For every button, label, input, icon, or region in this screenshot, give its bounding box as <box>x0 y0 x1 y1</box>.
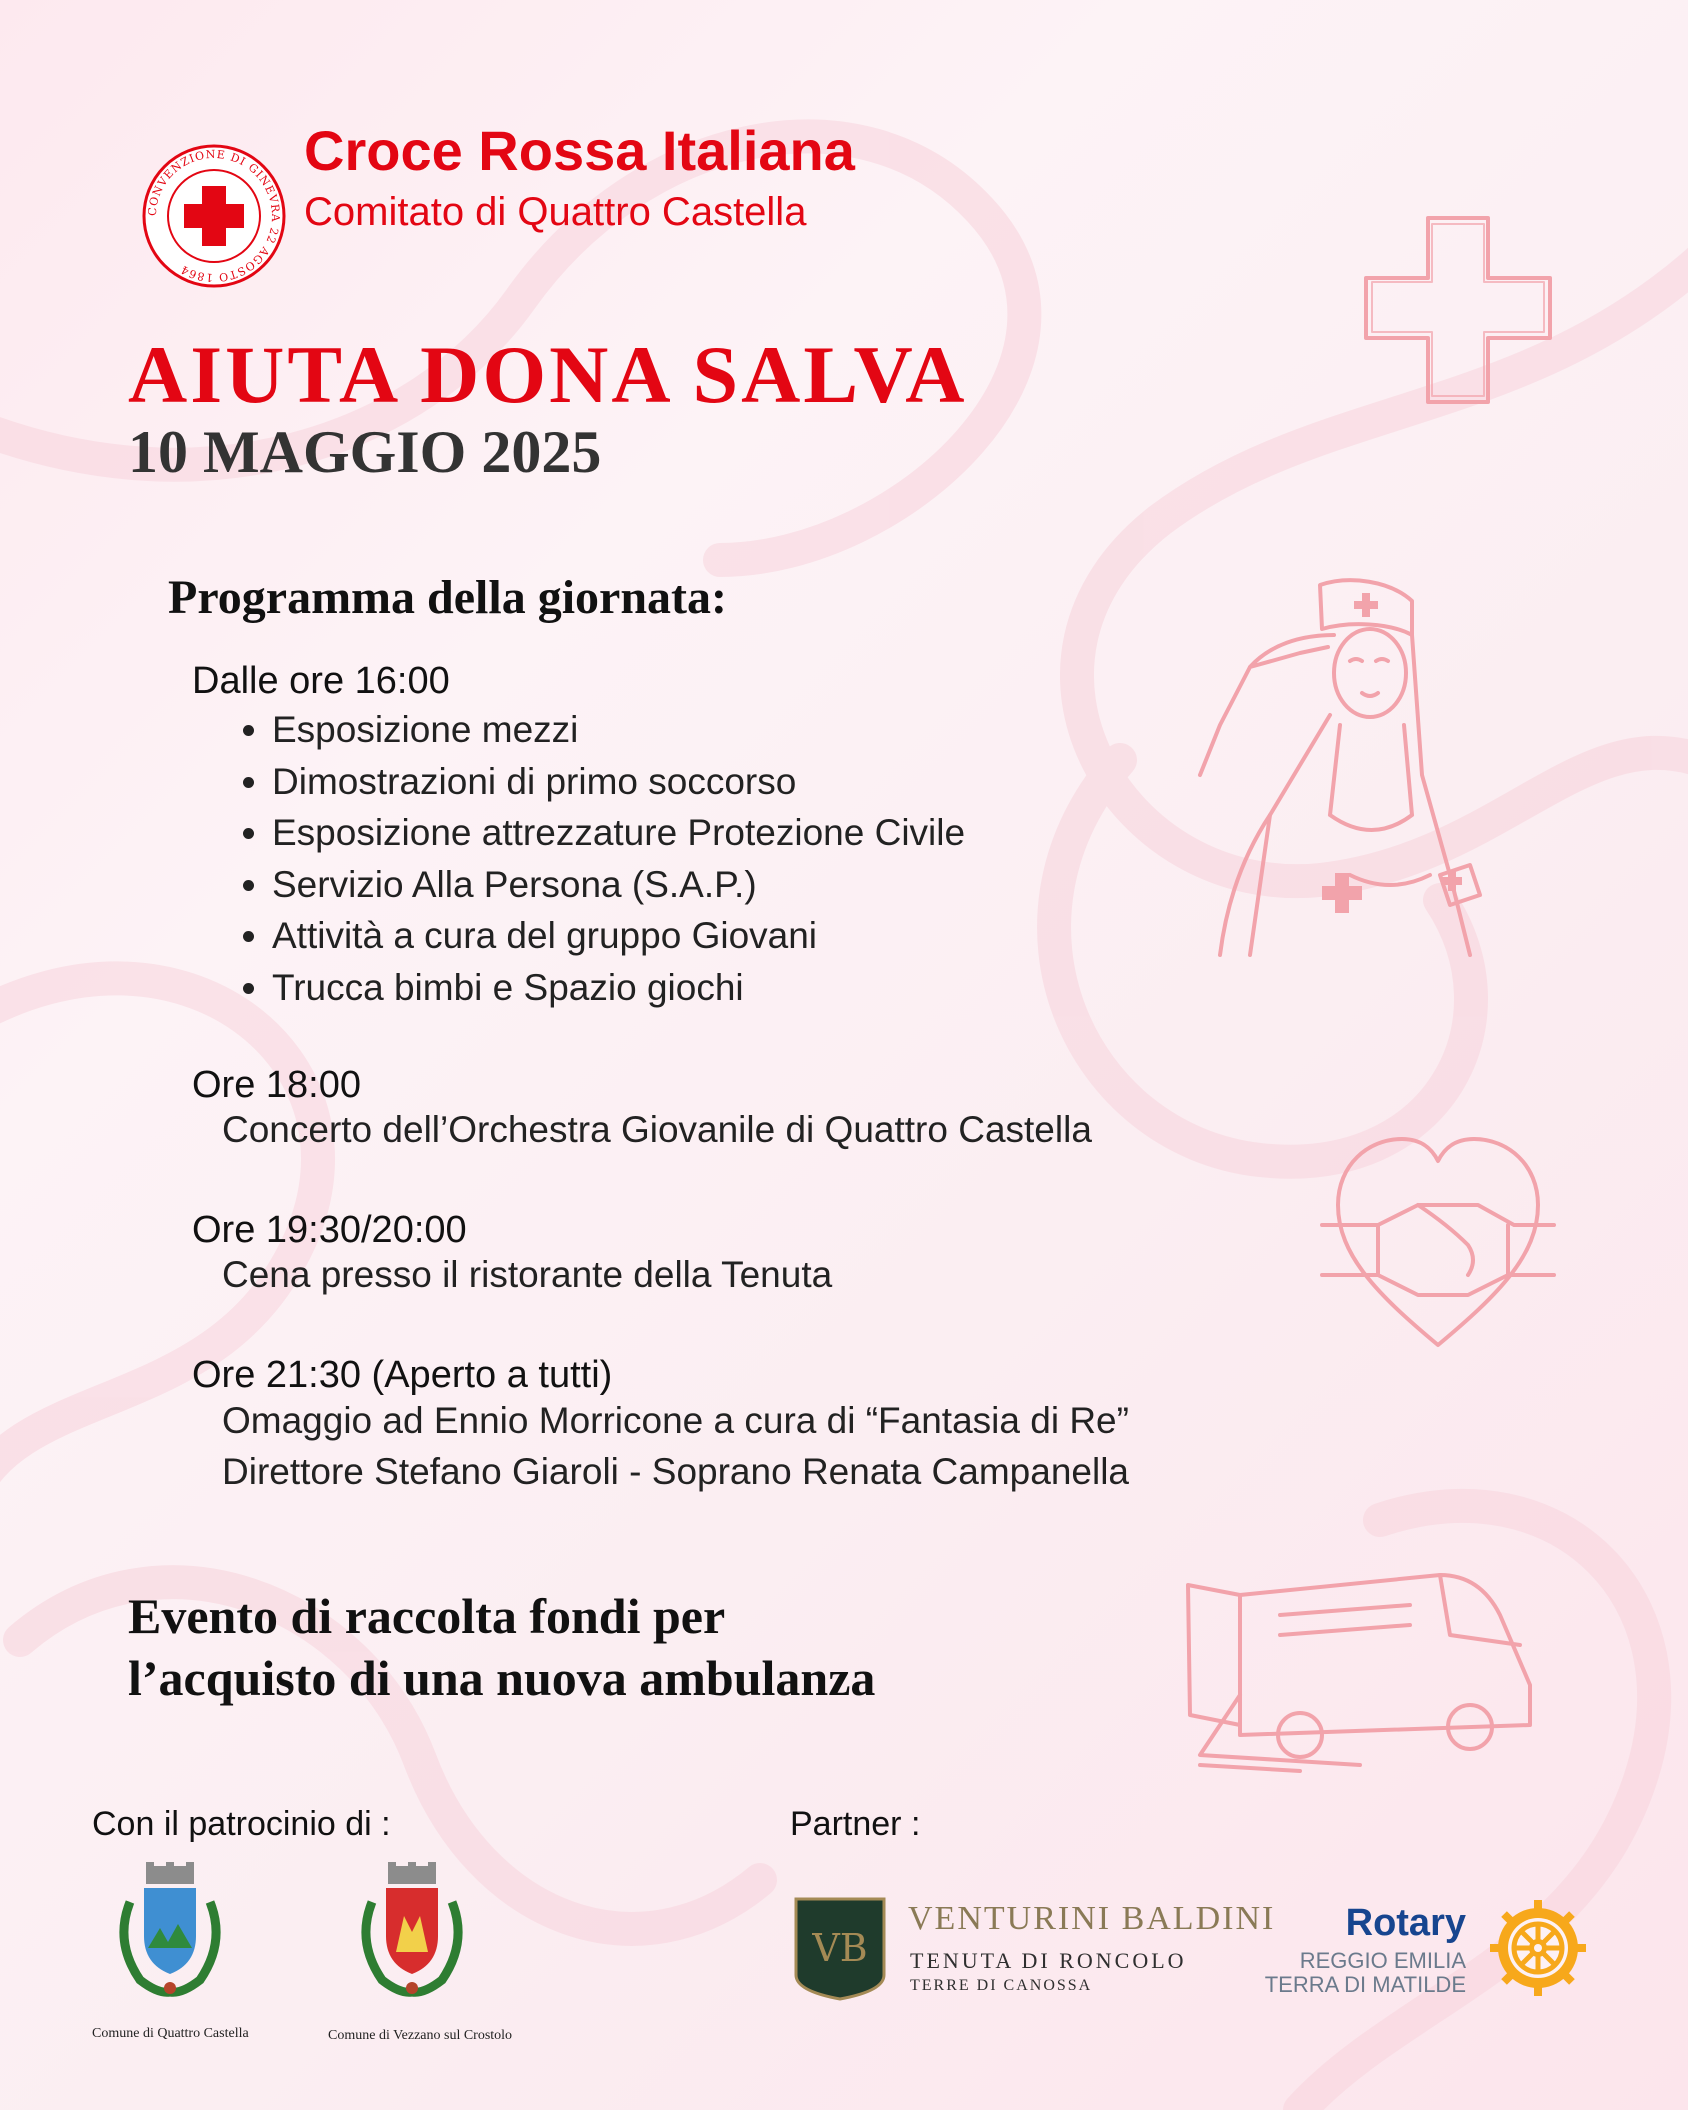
cross-outline-icon <box>1358 210 1558 410</box>
event-date: 10 MAGGIO 2025 <box>128 419 602 485</box>
rotary-wheel-icon <box>1488 1898 1588 1998</box>
org-subtitle: Comitato di Quattro Castella <box>304 190 807 234</box>
nurse-illustration-icon <box>1150 575 1510 975</box>
rotary-name: Rotary <box>1345 1902 1466 1944</box>
slot1-activity-list <box>232 704 965 1013</box>
slot3-text: Cena presso il ristorante della Tenuta <box>222 1254 833 1295</box>
patronage-heading: Con il patrocinio di : <box>92 1805 391 1843</box>
slot4-time: Ore 21:30 (Aperto a tutti) <box>192 1354 613 1396</box>
venturini-name: VENTURINI BALDINI <box>908 1900 1276 1937</box>
list-item: • Servizio Alla Persona (S.A.P.) <box>272 859 965 911</box>
fundraising-text <box>128 1585 875 1709</box>
slot4-text-1: Omaggio ad Ennio Morricone a cura di “Fantasia di Re” <box>222 1400 1129 1441</box>
patron-caption-1: Comune di Quattro Castella <box>92 2026 249 2041</box>
org-name: Croce Rossa Italiana <box>304 119 855 182</box>
slot2-time: Ore 18:00 <box>192 1064 361 1106</box>
svg-text:CONVENZIONE DI GINEVRA 22 AGOS: CONVENZIONE DI GINEVRA 22 AGOSTO 1864 <box>145 147 283 285</box>
list-item: • Esposizione attrezzature Protezione Civile <box>272 807 965 859</box>
coat-of-arms-quattro-castella-icon <box>110 1862 230 2002</box>
svg-text:VB: VB <box>812 1926 868 1970</box>
slot2-text: Concerto dell’Orchestra Giovanile di Quattro Castella <box>222 1109 1092 1150</box>
list-item: • Dimostrazioni di primo soccorso <box>272 756 965 808</box>
heart-hands-icon <box>1318 1125 1558 1355</box>
fundraising-line-2: l’acquisto di una nuova ambulanza <box>128 1650 876 1706</box>
ambulance-illustration-icon <box>1180 1555 1540 1775</box>
patron-caption-2: Comune di Vezzano sul Crostolo <box>328 2028 513 2043</box>
venturini-line-2: TENUTA DI RONCOLO <box>910 1948 1187 1973</box>
slot1-time: Dalle ore 16:00 <box>192 660 450 702</box>
partner-heading: Partner : <box>790 1805 921 1843</box>
list-item: • Esposizione mezzi <box>272 704 965 756</box>
list-item: • Trucca bimbi e Spazio giochi <box>272 962 965 1014</box>
coat-of-arms-vezzano-icon <box>352 1862 472 2002</box>
list-item: • Attività a cura del gruppo Giovani <box>272 910 965 962</box>
program-heading: Programma della giornata: <box>168 571 728 624</box>
rotary-line-3: TERRA DI MATILDE <box>1264 1972 1466 1997</box>
slot4-text-2: Direttore Stefano Giaroli - Soprano Renata Campanella <box>222 1451 1129 1492</box>
slot3-time: Ore 19:30/20:00 <box>192 1209 467 1251</box>
fundraising-line-1: Evento di raccolta fondi per <box>128 1588 726 1644</box>
rotary-line-2: REGGIO EMILIA <box>1299 1948 1466 1973</box>
venturini-monogram-logo <box>792 1895 888 2003</box>
venturini-line-3: TERRE DI CANOSSA <box>910 1977 1093 1994</box>
event-title: AIUTA DONA SALVA <box>128 329 968 420</box>
red-cross-emblem-icon <box>140 142 288 290</box>
